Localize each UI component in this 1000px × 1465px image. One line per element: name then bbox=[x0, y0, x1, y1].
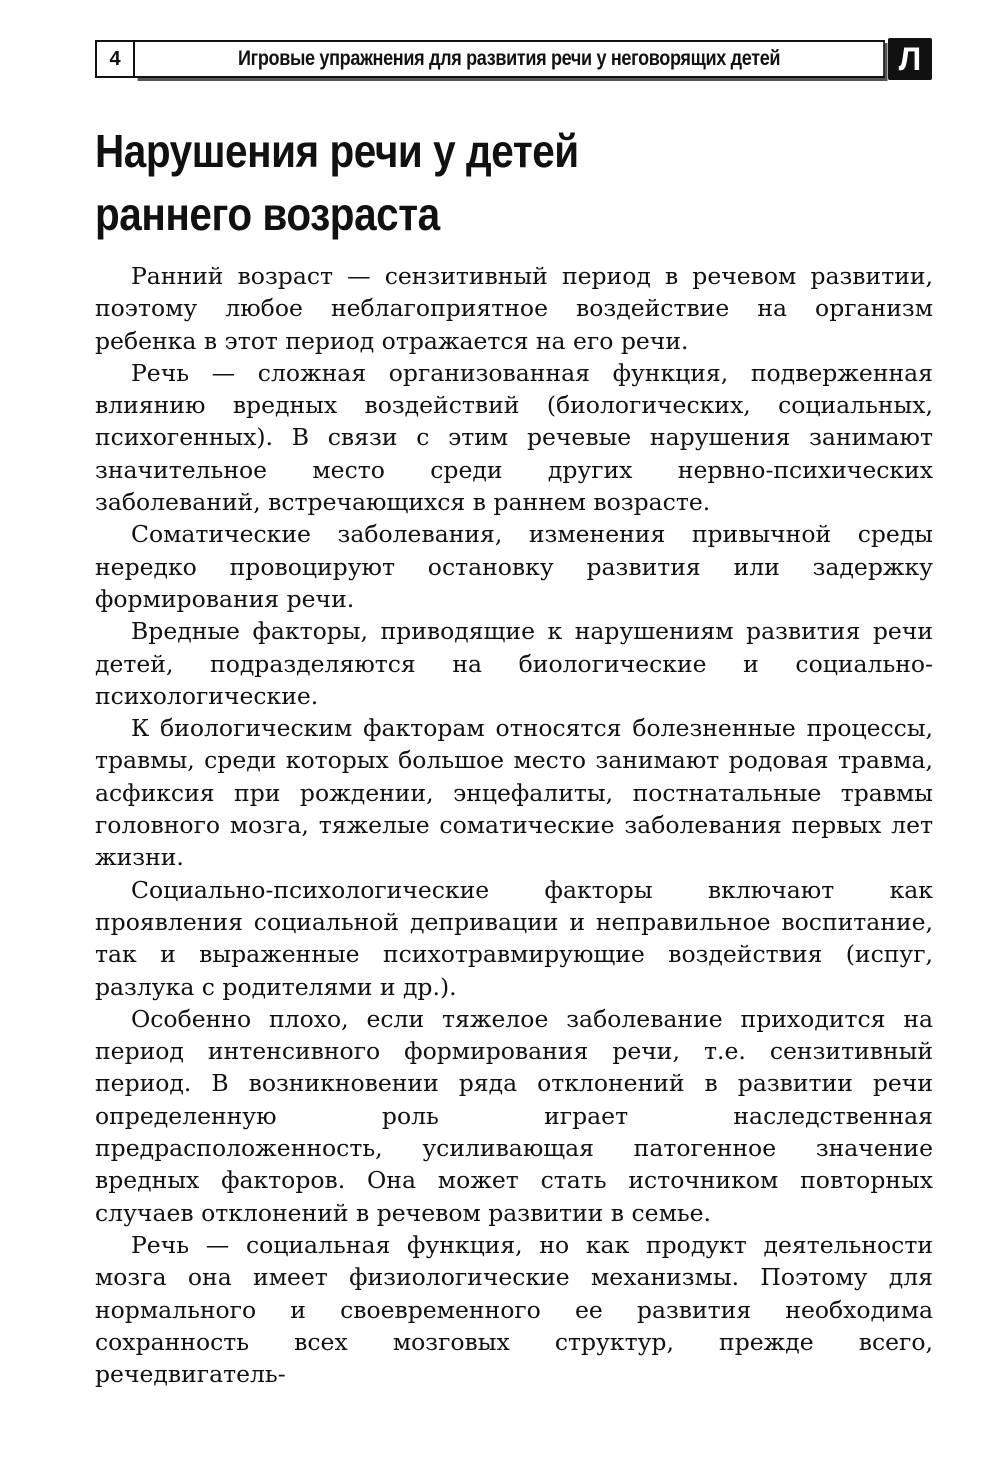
publisher-logo-icon: Л bbox=[888, 38, 932, 80]
running-header bbox=[95, 38, 933, 80]
running-title: Игровые упражнения для развития речи у неговорящих детей bbox=[135, 40, 885, 78]
paragraph: Соматические заболевания, изменения привычной среды нередко провоцируют остановку развития или задержку формирования речи. bbox=[95, 520, 933, 613]
paragraph: Ранний возраст — сензитивный период в речевом развитии, поэтому любое неблагоприятное воздействие на организм ребенка в этот период отражается на его речи. bbox=[95, 262, 933, 355]
page-number: 4 bbox=[95, 40, 135, 78]
paragraph: Речь — сложная организованная функция, подверженная влиянию вредных воздействий (биологических, социальных, психогенных). В связи с этим речевые нарушения занимают значительное место среди других нервно-психических заболеваний, встречающихся в раннем возрасте. bbox=[95, 358, 933, 517]
paragraph: Социально-психологические факторы включают как проявления социальной депривации и неправильное воспитание, так и выраженные психотравмирующие воздействия (испуг, разлука с родителями и др.). bbox=[95, 875, 933, 1001]
body-text bbox=[95, 260, 933, 1390]
page-title bbox=[95, 120, 834, 246]
paragraph: Особенно плохо, если тяжелое заболевание приходится на период интенсивного формирования речи, т.е. сензитивный период. В возникновении ряда отклонений в развитии речи определенную роль играет наследственная предрасположенность, усиливающая патогенное значение вредных факторов. Она может стать источником повторных случаев отклонений в речевом развитии в семье. bbox=[95, 1004, 933, 1227]
page-title-line-1: Нарушения речи у детей bbox=[95, 125, 579, 177]
paragraph: К биологическим факторам относятся болезненные процессы, травмы, среди которых большое место занимают родовая травма, асфиксия при рождении, энцефалиты, постнатальные травмы головного мозга, тяжелые соматические заболевания первых лет жизни. bbox=[95, 714, 933, 872]
paragraph: Речь — социальная функция, но как продукт деятельности мозга она имеет физиологические механизмы. Поэтому для нормального и своевременного ее развития необходима сохранность всех мозговых структур, прежде всего, речедвигатель- bbox=[95, 1230, 933, 1389]
paragraph: Вредные факторы, приводящие к нарушениям развития речи детей, подразделяются на биологические и социально-психологические. bbox=[95, 617, 933, 710]
page-title-line-2: раннего возраста bbox=[95, 188, 440, 240]
